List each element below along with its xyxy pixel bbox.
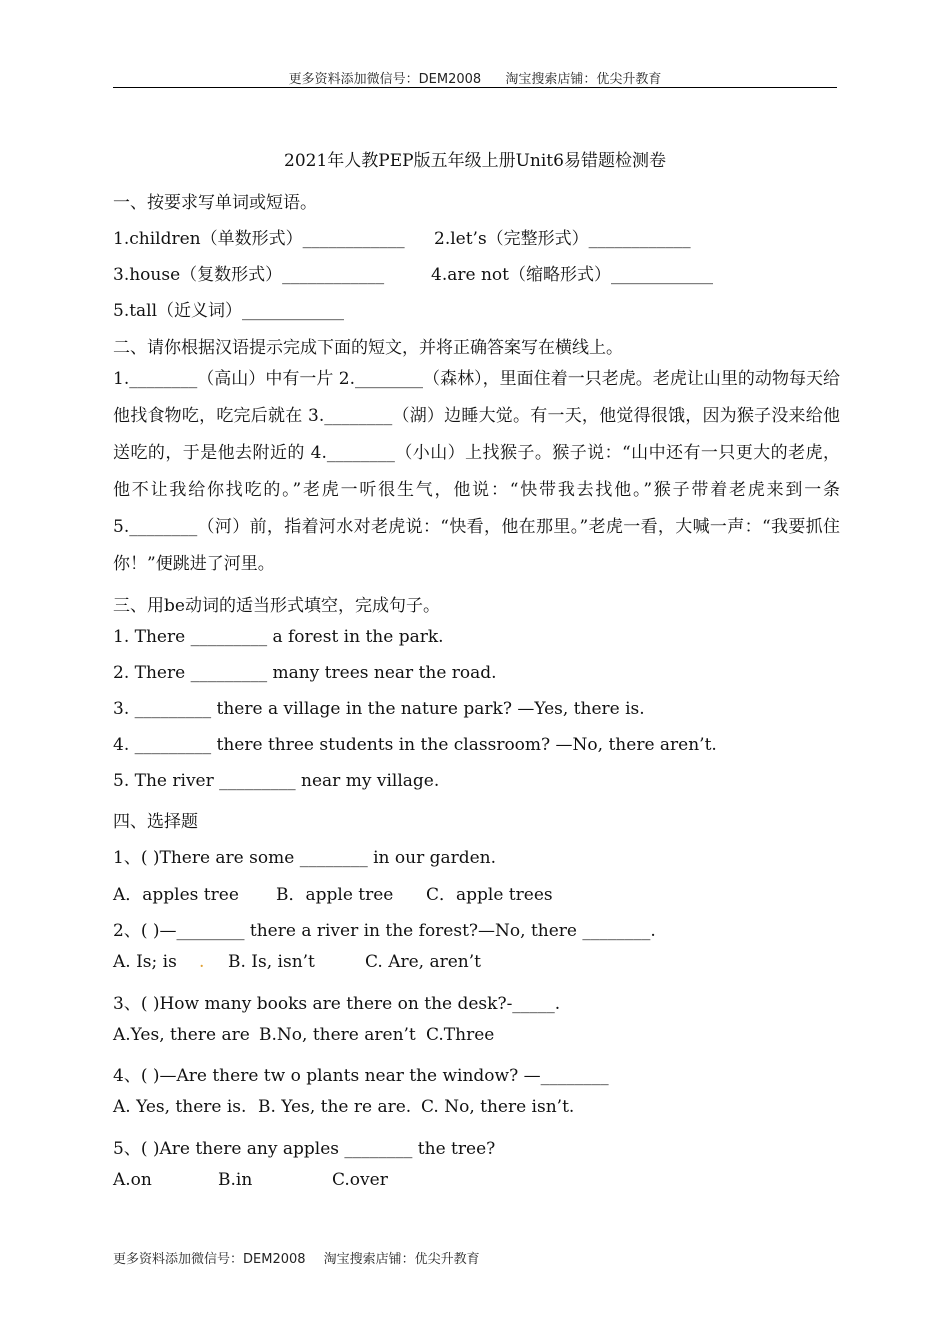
section3-heading: 三、用be动词的适当形式填空，完成句子。 (113, 596, 440, 616)
section4-q5: 5、( )Are there any apples ________ the tree? (113, 1139, 496, 1159)
header-shop: 淘宝搜索店铺：优尖升教育 (505, 72, 662, 87)
section4-q4: 4、( )—Are there tw o plants near the window? —________ (113, 1066, 609, 1086)
section4-q5-option-b: B.in (218, 1170, 253, 1190)
section4-q3-option-c: C.Three (426, 1025, 495, 1045)
section4-q3: 3、( )How many books are there on the desk?-_____. (113, 994, 561, 1014)
section4-q5-option-c: C.over (332, 1170, 388, 1190)
section1-q3: 3.house（复数形式）____________ (113, 265, 385, 285)
section4-q2: 2、( )—________ there a river in the forest?—No, there ________. (113, 921, 656, 941)
header-wechat: 更多资料添加微信号：DEM2008 (288, 72, 482, 87)
section4-q2-option-c: C. Are, aren’t (365, 952, 481, 972)
document-title: 2021年人教PEP版五年级上册Unit6易错题检测卷 (284, 151, 666, 171)
section4-q1-option-c: C．apple trees (426, 885, 553, 905)
section4-q4-option-b: B. Yes, the re are. (258, 1097, 412, 1117)
section4-q1-option-b: B．apple tree (276, 885, 394, 905)
section2-passage: 1.________（高山）中有一片 2.________（森林），里面住着一只老虎。老虎让山里的动物每天给他找食物吃，吃完后就在 3.________（湖）边睡大觉。有一天，他觉得很饿，因为猴子没来给他送吃的，于是他去附近的 4.________（小山）上找猴子。猴子说：“山中还有一只更大的老虎，他不让我给你找吃的。”老虎一听很生气，他说：“快带我去找他。”猴子带着老虎来到一条 5.________（河）前，指着河水对老虎说：“快看，他在那里。”老虎一看，大喊一声：“我要抓住你！”便跳进了河里。 (113, 369, 840, 574)
page-footer (113, 1248, 494, 1267)
section3-q5: 5. The river _________ near my village. (113, 771, 440, 791)
section1-q5: 5.tall（近义词）____________ (113, 301, 345, 321)
section4-q4-option-a: A. Yes, there is. (113, 1097, 247, 1117)
section4-q1-option-a: A．apples tree (113, 885, 239, 905)
section3-q3: 3. _________ there a village in the nature park? —Yes, there is. (113, 699, 645, 719)
section4-q2-option-a: A. Is; is (113, 952, 177, 972)
mark-dot: . (199, 952, 205, 972)
footer-shop: 淘宝搜索店铺：优尖升教育 (323, 1252, 480, 1267)
section4-q5-option-a: A.on (113, 1170, 152, 1190)
section2-heading: 二、请你根据汉语提示完成下面的短文，并将正确答案写在横线上。 (113, 338, 623, 358)
section4-heading: 四、选择题 (113, 812, 198, 832)
section4-q4-option-c: C. No, there isn’t. (421, 1097, 575, 1117)
section4-q2-option-b: B. Is, isn’t (228, 952, 315, 972)
section4-q3-option-b: B.No, there aren’t (259, 1025, 416, 1045)
section3-q2: 2. There _________ many trees near the road. (113, 663, 497, 683)
section4-q1: 1、( )There are some ________ in our garden. (113, 848, 497, 868)
page-header (0, 68, 950, 87)
section1-q2: 2.let’s（完整形式）____________ (434, 229, 691, 249)
section3-q4: 4. _________ there three students in the classroom? —No, there aren’t. (113, 735, 717, 755)
header-rule (113, 87, 837, 88)
section1-q4: 4.are not（缩略形式）____________ (431, 265, 713, 285)
section3-q1: 1. There _________ a forest in the park. (113, 627, 444, 647)
section1-heading: 一、按要求写单词或短语。 (113, 193, 317, 213)
section4-q3-option-a: A.Yes, there are (113, 1025, 250, 1045)
footer-wechat: 更多资料添加微信号：DEM2008 (113, 1252, 306, 1267)
section1-q1: 1.children（单数形式）____________ (113, 229, 405, 249)
